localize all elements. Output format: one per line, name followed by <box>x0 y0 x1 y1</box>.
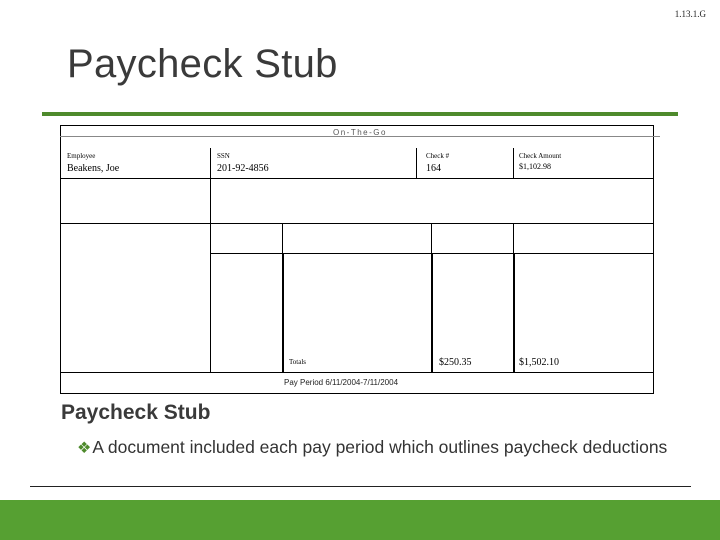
slide-number: 1.13.1.G <box>674 9 706 19</box>
stub-col-divider <box>514 253 515 373</box>
stub-row-divider <box>61 372 653 373</box>
employee-value: Beakens, Joe <box>67 163 120 174</box>
company-name: On-The-Go <box>333 128 387 137</box>
stub-row-divider <box>61 223 653 224</box>
stub-col-divider <box>416 148 417 179</box>
bottom-rule <box>30 486 691 487</box>
totals-label: Totals <box>289 358 307 366</box>
employee-label: Employee <box>67 152 96 160</box>
diamond-bullet-icon: ❖ <box>77 440 92 457</box>
ssn-label: SSN <box>217 152 230 160</box>
stub-col-divider <box>432 253 433 373</box>
paycheck-stub <box>60 125 654 394</box>
check-amount-value: $1,102.98 <box>519 162 551 171</box>
bullet-text: A document included each pay period which outlines paycheck deductions <box>92 437 668 457</box>
bullet-item <box>77 435 677 461</box>
check-number-value: 164 <box>426 163 441 174</box>
stub-col-divider <box>513 148 514 179</box>
footer-bar <box>0 500 720 540</box>
pay-period: Pay Period 6/11/2004-7/11/2004 <box>284 378 399 387</box>
check-amount-label: Check Amount <box>519 152 562 160</box>
total-deductions: $250.35 <box>439 357 472 368</box>
check-number-label: Check # <box>426 152 450 160</box>
title-underline <box>42 112 678 116</box>
slide-title: Paycheck Stub <box>67 42 338 86</box>
stub-col-divider <box>210 148 211 373</box>
section-heading: Paycheck Stub <box>61 401 211 424</box>
stub-row-divider <box>61 178 653 179</box>
stub-col-divider <box>283 253 284 373</box>
ssn-value: 201-92-4856 <box>217 163 269 174</box>
total-gross: $1,502.10 <box>519 357 559 368</box>
